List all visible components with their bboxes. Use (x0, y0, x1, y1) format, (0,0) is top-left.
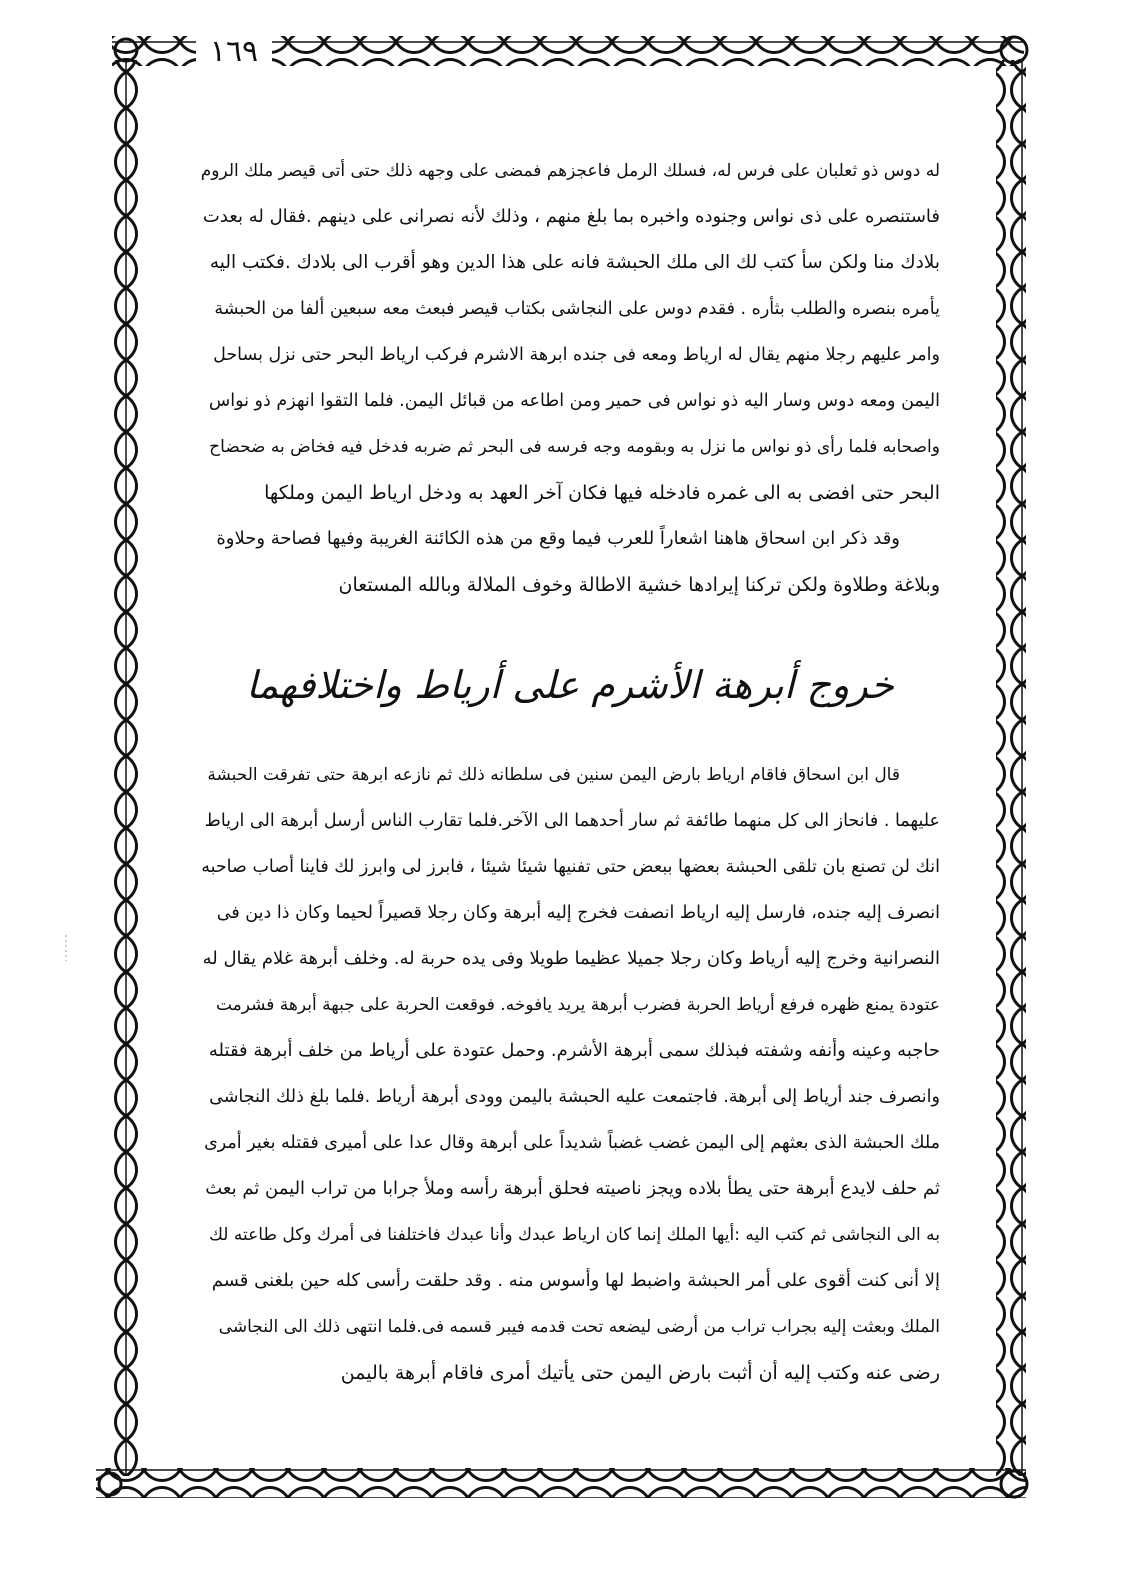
text-line: وبلاغة وطلاوة ولكن تركنا إيرادها خشية الاطالة وخوف الملالة وبالله المستعان (338, 574, 940, 596)
text-line: وانصرف جند أرياط إلى أبرهة. فاجتمعت عليه الحبشة باليمن وودى أبرهة أرياط .فلما بلغ ذلك النجاشى (209, 1087, 940, 1107)
text-line: حاجبه وعينه وأنفه وشفته فبذلك سمى أبرهة الأشرم. وحمل عتودة على أرياط من خلف أبرهة فقتله (208, 1040, 940, 1061)
text-line: به الى النجاشى ثم كتب اليه :أيها الملك إنما كان ارياط عبدك وأنا عبدك فاختلفنا فى أمرك وكل طاعته لك (208, 1225, 940, 1245)
border-right (996, 60, 1026, 1476)
text-line: واصحابه فلما رأى ذو نواس ما نزل به وبقومه وجه فرسه فى البحر ثم ضربه فدخل فيه فخاض به ضحضاح (209, 437, 940, 457)
text-line: إلا أنى كنت أقوى على أمر الحبشة واضبط لها وأسوس منه . وقد حلقت رأسى كله حين بلغنى قسم (211, 1270, 940, 1291)
margin-scan-mark (64, 935, 68, 961)
text-line: عليهما . فانحاز الى كل منهما طائفة ثم سار أحدهما الى الآخر.فلما تقارب الناس أرسل أبرهة الى ارياط (204, 811, 940, 831)
text-line: النصرانية وخرج إليه أرياط وكان رجلا جميلا عظيما طويلا وفى يده حربة له. وخلف أبرهة غلام يقال له (202, 948, 940, 969)
text-line: وامر عليهم رجلا منهم يقال له ارياط ومعه فى جنده ابرهة الاشرم فركب ارياط البحر حتى نزل بساحل (213, 345, 940, 365)
text-line: ملك الحبشة الذى بعثهم إلى اليمن غضب غضباً شديداً على أبرهة وقال عدا على أميرى فقتله بغير أمرى (204, 1133, 940, 1153)
text-line: البحر حتى افضى به الى غمره فادخله فيها فكان آخر العهد به ودخل ارياط اليمن وملكها (264, 482, 940, 504)
border-bottom (96, 1468, 1026, 1498)
text-line: قال ابن اسحاق فاقام ارياط بارض اليمن سنين فى سلطانه ذلك ثم نازعه ابرهة حتى تفرقت الحبشة (207, 765, 900, 785)
paragraph-3 (198, 752, 940, 1396)
text-line: ثم حلف لايدع أبرهة حتى يطأ بلاده ويجز ناصيته فحلق أبرهة رأسه وملأ جرابا من تراب اليمن ثم بعث (205, 1178, 940, 1199)
text-line: يأمره بنصره والطلب بثأره . فقدم دوس على النجاشى بكتاب قيصر فبعث معه سبعين ألفا من الحبشة (214, 299, 940, 319)
text-line: فاستنصره على ذى نواس وجنوده واخبره بما بلغ منهم ، وذلك لأنه نصرانى على دينهم .فقال له بعدت (202, 206, 940, 227)
border-left (112, 60, 142, 1476)
text-line: الملك وبعثت إليه بجراب تراب من أرضى ليضعه تحت قدمه فيبر قسمه فى.فلما انتهى ذلك الى النجاشى (218, 1317, 940, 1337)
text-line: بلادك منا ولكن سأ كتب لك الى ملك الحبشة فانه على هذا الدين وهو أقرب الى بلادك .فكتب اليه (209, 252, 940, 273)
page-number: ١٦٩ (196, 32, 272, 72)
text-line: رضى عنه وكتب إليه أن أثبت بارض اليمن حتى يأتيك أمرى فاقام أبرهة باليمن (340, 1362, 940, 1384)
text-line: اليمن ومعه دوس وسار اليه ذو نواس فى حمير ومن اطاعه من قبائل اليمن. فلما التقوا انهزم ذو نواس (208, 391, 940, 411)
text-line: عتودة يمنع ظهره فرفع أرياط الحربة فضرب أبرهة يريد يافوخه. فوقعت الحربة على جبهة أبرهة فشرمت (215, 995, 940, 1015)
text-line: انصرف إليه جنده، فارسل إليه ارياط انصفت فخرج إليه أبرهة وكان رجلا قصيراً لحيما وكان ذا دين فى (216, 903, 940, 923)
text-line: وقد ذكر ابن اسحاق هاهنا اشعاراً للعرب فيما وقع من هذه الكائنة الغريبة وفيها فصاحة وحلاوة (216, 528, 900, 549)
text-line: له دوس ذو ثعلبان على فرس له، فسلك الرمل فاعجزهم فمضى على وجهه ذلك حتى أتى قيصر ملك الروم (200, 161, 940, 181)
paragraph-1 (198, 148, 940, 608)
section-heading: خروج أبرهة الأشرم على أرياط واختلافهما (246, 663, 894, 707)
text-line: انك لن تصنع بان تلقى الحبشة بعضها ببعض حتى تفنيها شيئا شيئا ، فابرز لى وابرز لك فاينا أصاب صاحبه (201, 857, 940, 877)
